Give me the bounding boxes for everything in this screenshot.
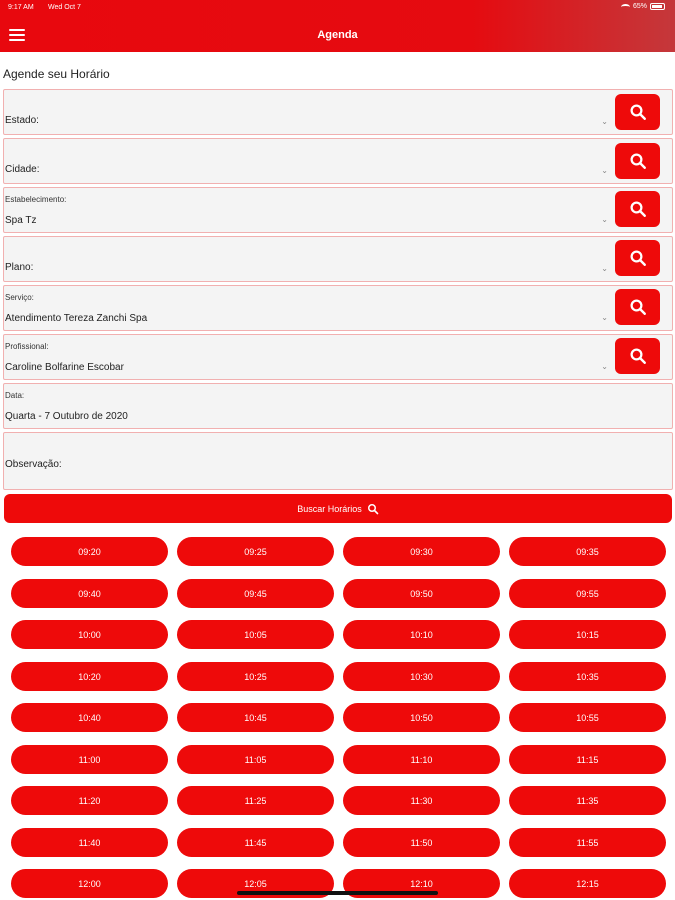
profissional-label: Profissional: [5, 342, 49, 351]
time-slot-button[interactable]: 10:25 [177, 662, 334, 691]
chevron-down-icon: ⌄ [601, 166, 608, 175]
chevron-down-icon: ⌄ [601, 215, 608, 224]
time-slot-button[interactable]: 10:55 [509, 703, 666, 732]
battery-icon [650, 3, 665, 10]
estabelecimento-search-button[interactable] [615, 191, 660, 227]
time-slot-button[interactable]: 09:25 [177, 537, 334, 566]
time-slot-button[interactable]: 12:15 [509, 869, 666, 898]
search-icon [367, 503, 379, 515]
time-slot-button[interactable]: 10:10 [343, 620, 500, 649]
time-slot-button[interactable]: 09:55 [509, 579, 666, 608]
time-slot-button[interactable]: 09:20 [11, 537, 168, 566]
cidade-search-button[interactable] [615, 143, 660, 179]
time-slot-button[interactable]: 12:10 [343, 869, 500, 898]
time-slot-button[interactable]: 12:00 [11, 869, 168, 898]
time-slot-button[interactable]: 10:40 [11, 703, 168, 732]
status-date: Wed Oct 7 [48, 4, 81, 11]
observacao-label: Observação: [5, 459, 62, 470]
time-slot-button[interactable]: 11:55 [509, 828, 666, 857]
search-icon [629, 298, 647, 316]
time-slot-button[interactable]: 09:30 [343, 537, 500, 566]
time-slot-button[interactable]: 11:35 [509, 786, 666, 815]
time-slot-button[interactable]: 10:20 [11, 662, 168, 691]
plano-select[interactable] [3, 236, 673, 282]
cidade-label: Cidade: [5, 164, 40, 175]
header-title: Agenda [317, 29, 358, 41]
time-slot-button[interactable]: 09:40 [11, 579, 168, 608]
chevron-down-icon: ⌄ [601, 117, 608, 126]
app-header [0, 0, 675, 52]
home-indicator [237, 891, 438, 895]
data-value: Quarta - 7 Outubro de 2020 [5, 411, 128, 422]
time-slot-button[interactable]: 10:05 [177, 620, 334, 649]
time-slot-button[interactable]: 11:20 [11, 786, 168, 815]
status-indicators [621, 3, 665, 10]
status-bar [0, 0, 675, 16]
time-slot-button[interactable]: 09:50 [343, 579, 500, 608]
profissional-search-button[interactable] [615, 338, 660, 374]
time-slot-button[interactable]: 10:35 [509, 662, 666, 691]
time-slot-button[interactable]: 09:45 [177, 579, 334, 608]
time-slot-button[interactable]: 11:25 [177, 786, 334, 815]
status-time: 9:17 AM [8, 4, 34, 11]
plano-search-button[interactable] [615, 240, 660, 276]
estado-label: Estado: [5, 115, 39, 126]
battery-percent: 65% [632, 3, 647, 10]
time-slot-button[interactable]: 09:35 [509, 537, 666, 566]
search-icon [629, 152, 647, 170]
servico-select[interactable] [3, 285, 673, 331]
servico-label: Serviço: [5, 293, 34, 302]
search-icon [629, 347, 647, 365]
time-slot-button[interactable]: 11:05 [177, 745, 334, 774]
search-icon [629, 249, 647, 267]
time-slot-button[interactable]: 11:40 [11, 828, 168, 857]
chevron-down-icon: ⌄ [601, 264, 608, 273]
time-slot-button[interactable]: 11:45 [177, 828, 334, 857]
time-slot-button[interactable]: 10:45 [177, 703, 334, 732]
estabelecimento-label: Estabelecimento: [5, 195, 67, 204]
page-title: Agende seu Horário [3, 67, 110, 81]
time-slot-button[interactable]: 12:05 [177, 869, 334, 898]
data-label: Data: [5, 391, 25, 400]
time-slot-button[interactable]: 10:00 [11, 620, 168, 649]
time-slot-button[interactable]: 10:15 [509, 620, 666, 649]
estabelecimento-value: Spa Tz [5, 215, 37, 226]
servico-value: Atendimento Tereza Zanchi Spa [5, 313, 148, 324]
wifi-icon [621, 4, 630, 10]
profissional-value: Caroline Bolfarine Escobar [5, 362, 124, 373]
profissional-select[interactable] [3, 334, 673, 380]
cidade-select[interactable] [3, 138, 673, 184]
chevron-down-icon: ⌄ [601, 313, 608, 322]
data-field[interactable] [3, 383, 673, 429]
time-slot-button[interactable]: 11:10 [343, 745, 500, 774]
search-icon [629, 200, 647, 218]
estabelecimento-select[interactable] [3, 187, 673, 233]
estado-select[interactable] [3, 89, 673, 135]
time-slot-button[interactable]: 10:30 [343, 662, 500, 691]
observacao-field[interactable] [3, 432, 673, 490]
time-slot-button[interactable]: 11:50 [343, 828, 500, 857]
buscar-horarios-button[interactable] [4, 494, 672, 523]
time-slot-button[interactable]: 11:30 [343, 786, 500, 815]
time-slot-button[interactable]: 10:50 [343, 703, 500, 732]
estado-search-button[interactable] [615, 94, 660, 130]
search-icon [629, 103, 647, 121]
buscar-horarios-label: Buscar Horários [297, 503, 362, 514]
servico-search-button[interactable] [615, 289, 660, 325]
time-slot-button[interactable]: 11:15 [509, 745, 666, 774]
plano-label: Plano: [5, 262, 34, 273]
chevron-down-icon: ⌄ [601, 362, 608, 371]
time-slot-button[interactable]: 11:00 [11, 745, 168, 774]
